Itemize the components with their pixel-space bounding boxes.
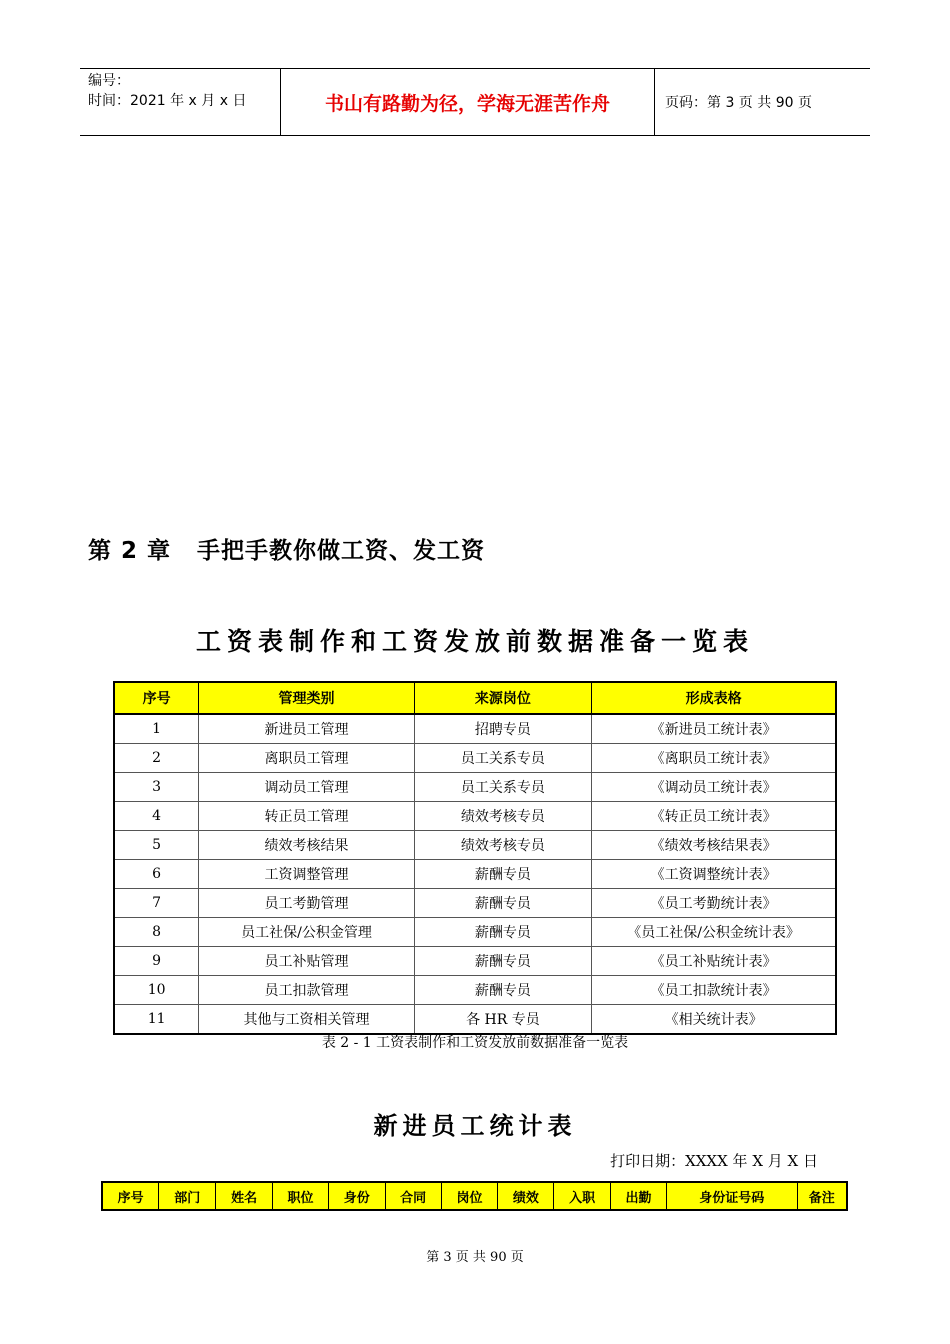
table-row xyxy=(114,744,836,773)
table-cell: 2 xyxy=(114,744,199,773)
table-row xyxy=(114,918,836,947)
table2-header-cell: 部门 xyxy=(159,1182,216,1210)
header-time: 时间：2021 年 x 月 x 日 xyxy=(88,93,247,109)
table-cell: 《相关统计表》 xyxy=(592,1005,836,1035)
table2-header-cell: 出勤 xyxy=(611,1182,667,1210)
header-number-label: 编号： xyxy=(88,73,130,89)
table2-header-cell: 身份证号码 xyxy=(666,1182,797,1210)
table2-title: 新进员工统计表 xyxy=(373,1112,577,1140)
table-cell: 薪酬专员 xyxy=(414,947,592,976)
table-cell: 10 xyxy=(114,976,199,1005)
table-cell: 《新进员工统计表》 xyxy=(592,714,836,744)
table-cell: 《调动员工统计表》 xyxy=(592,773,836,802)
table-cell: 《转正员工统计表》 xyxy=(592,802,836,831)
table-cell: 1 xyxy=(114,714,199,744)
table-cell: 9 xyxy=(114,947,199,976)
table-cell: 《工资调整统计表》 xyxy=(592,860,836,889)
table2-header-cell: 序号 xyxy=(102,1182,159,1210)
table1-caption: 表 2 - 1 工资表制作和工资发放前数据准备一览表 xyxy=(321,1035,629,1051)
table-cell: 员工关系专员 xyxy=(414,744,592,773)
table-cell: 调动员工管理 xyxy=(199,773,414,802)
table-cell: 员工关系专员 xyxy=(414,773,592,802)
table-row xyxy=(114,889,836,918)
table-row xyxy=(114,860,836,889)
table2-header-cell: 身份 xyxy=(328,1182,385,1210)
table1-header-cell: 序号 xyxy=(114,682,199,714)
header-meta xyxy=(80,69,281,135)
table-cell: 员工补贴管理 xyxy=(199,947,414,976)
new-employee-table xyxy=(101,1181,848,1211)
table-cell: 3 xyxy=(114,773,199,802)
table-cell: 绩效考核结果 xyxy=(199,831,414,860)
table-cell: 6 xyxy=(114,860,199,889)
table1-header-cell: 管理类别 xyxy=(199,682,414,714)
table-cell: 绩效考核专员 xyxy=(414,802,592,831)
data-preparation-table xyxy=(113,681,837,1035)
table-cell: 员工社保/公积金管理 xyxy=(199,918,414,947)
table-cell: 员工考勤管理 xyxy=(199,889,414,918)
table1-header-cell: 来源岗位 xyxy=(414,682,592,714)
table-cell: 4 xyxy=(114,802,199,831)
table-row xyxy=(114,831,836,860)
table-row xyxy=(114,1005,836,1035)
table1-header-row xyxy=(114,682,836,714)
chapter-title: 手把手教你做工资、发工资 xyxy=(197,538,486,564)
table2-header-cell: 绩效 xyxy=(498,1182,554,1210)
table-cell: 薪酬专员 xyxy=(414,860,592,889)
table2-header-cell: 入职 xyxy=(554,1182,611,1210)
table-cell: 其他与工资相关管理 xyxy=(199,1005,414,1035)
print-date: 打印日期：XXXX 年 X 月 X 日 xyxy=(610,1152,818,1170)
table-cell: 《员工考勤统计表》 xyxy=(592,889,836,918)
table-cell: 7 xyxy=(114,889,199,918)
chapter-heading xyxy=(88,532,485,565)
table-cell: 新进员工管理 xyxy=(199,714,414,744)
table2-header-cell: 姓名 xyxy=(216,1182,273,1210)
table-cell: 薪酬专员 xyxy=(414,976,592,1005)
table-cell: 薪酬专员 xyxy=(414,889,592,918)
table-cell: 薪酬专员 xyxy=(414,918,592,947)
table-cell: 离职员工管理 xyxy=(199,744,414,773)
table-cell: 招聘专员 xyxy=(414,714,592,744)
table2-header-cell: 合同 xyxy=(385,1182,441,1210)
table-cell: 《绩效考核结果表》 xyxy=(592,831,836,860)
table-cell: 《员工扣款统计表》 xyxy=(592,976,836,1005)
table-cell: 《离职员工统计表》 xyxy=(592,744,836,773)
table-row xyxy=(114,773,836,802)
header-motto: 书山有路勤为径，学海无涯苦作舟 xyxy=(281,69,655,135)
table-cell: 转正员工管理 xyxy=(199,802,414,831)
table2-header-cell: 岗位 xyxy=(441,1182,498,1210)
table-cell: 工资调整管理 xyxy=(199,860,414,889)
page-header xyxy=(80,68,870,136)
table-cell: 《员工社保/公积金统计表》 xyxy=(592,918,836,947)
table-row xyxy=(114,714,836,744)
table2-header-cell: 备注 xyxy=(797,1182,847,1210)
table-row xyxy=(114,947,836,976)
table-cell: 员工扣款管理 xyxy=(199,976,414,1005)
table-cell: 8 xyxy=(114,918,199,947)
table-row xyxy=(114,802,836,831)
table-row xyxy=(114,976,836,1005)
table-cell: 11 xyxy=(114,1005,199,1035)
page-footer: 第 3 页 共 90 页 xyxy=(426,1250,524,1265)
table1-header-cell: 形成表格 xyxy=(592,682,836,714)
table-cell: 各 HR 专员 xyxy=(414,1005,592,1035)
table2-header-cell: 职位 xyxy=(273,1182,329,1210)
header-page-info: 页码：第 3 页 共 90 页 xyxy=(665,95,812,111)
chapter-number: 第 2 章 xyxy=(88,538,172,564)
table-cell: 5 xyxy=(114,831,199,860)
table-cell: 绩效考核专员 xyxy=(414,831,592,860)
table-cell: 《员工补贴统计表》 xyxy=(592,947,836,976)
table2-header-row xyxy=(102,1182,847,1210)
table1-title: 工资表制作和工资发放前数据准备一览表 xyxy=(195,627,754,656)
